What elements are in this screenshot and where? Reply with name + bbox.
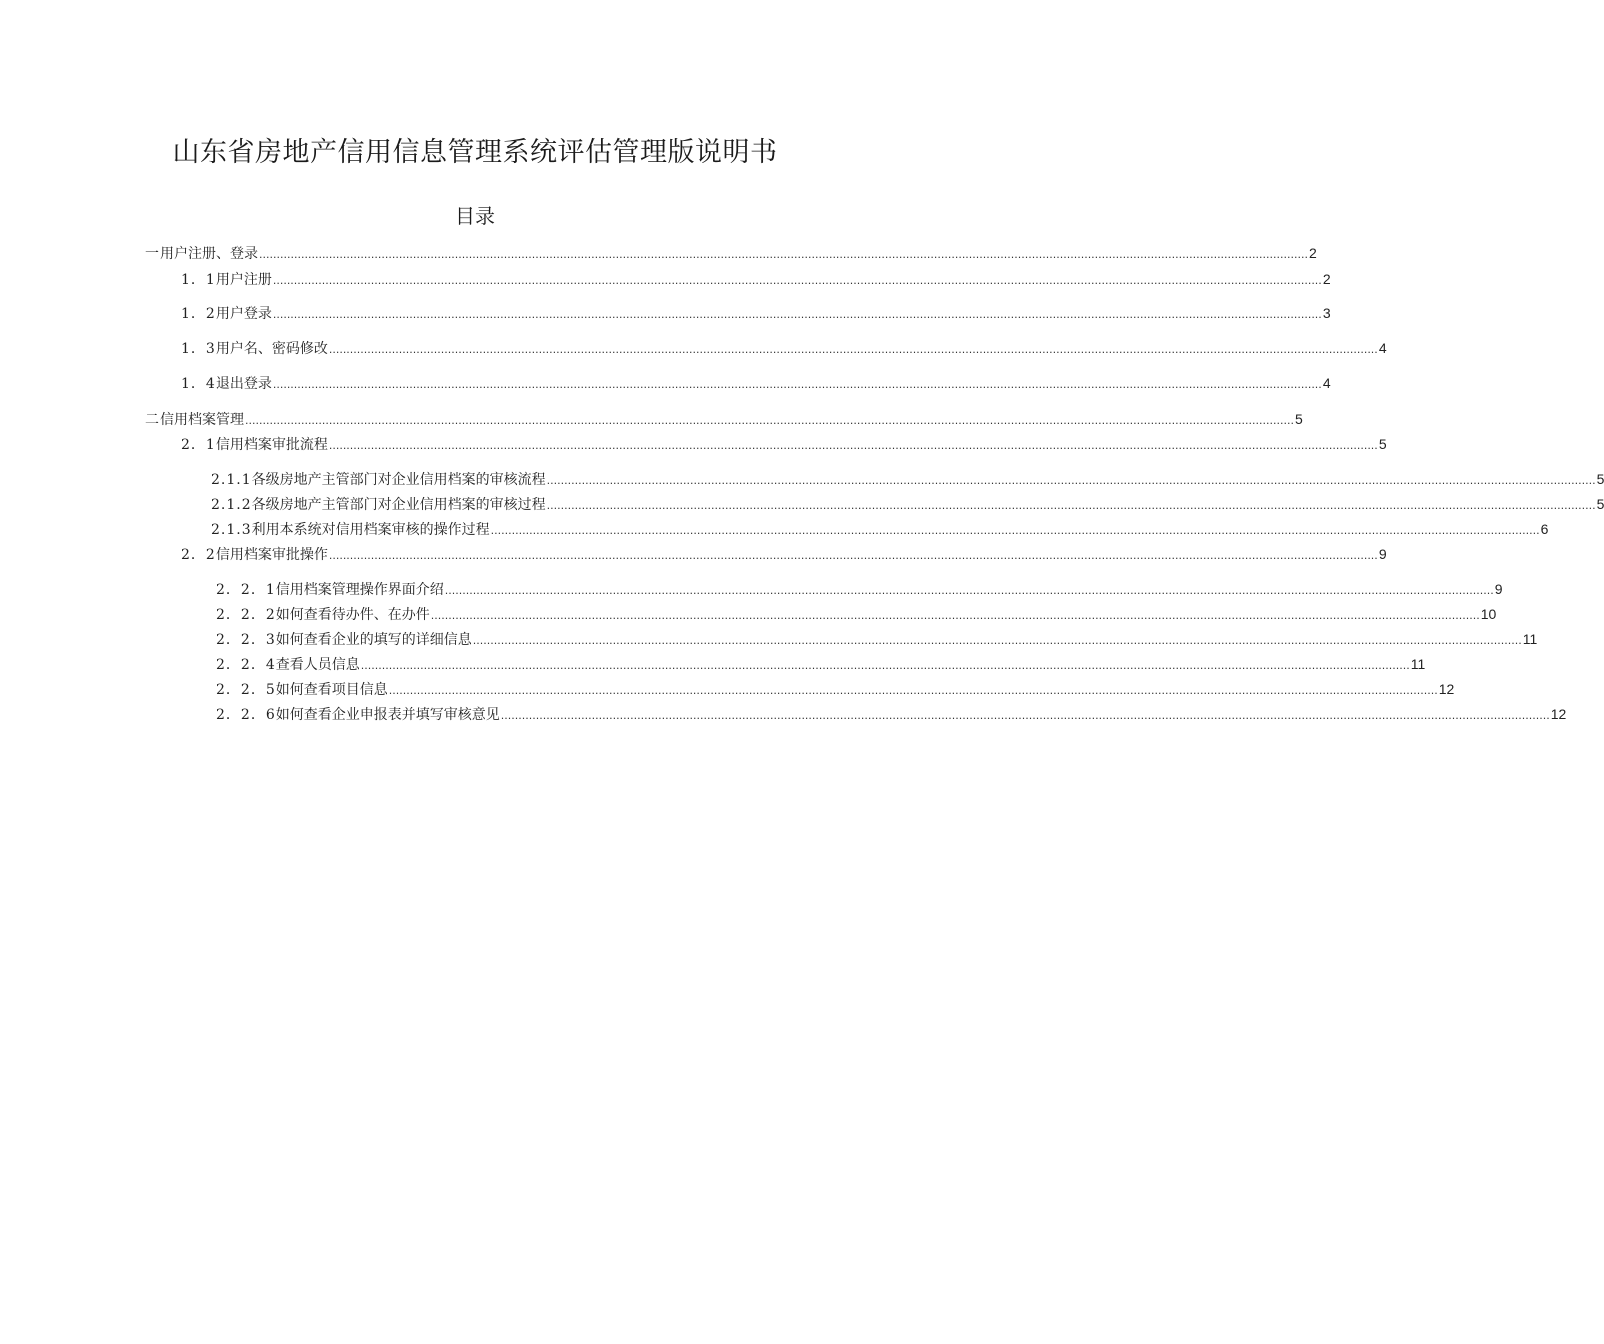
toc-entry-1-2[interactable] [181,303,1331,325]
toc-entry-number: 2.1.2 [211,497,252,513]
toc-entry-number: 一 [145,246,160,262]
toc-entry-2-1-3[interactable] [211,519,1549,541]
toc-entry-title: 如何查看企业申报表并填写审核意见 [275,707,500,723]
toc-entry-page: 10 [1480,606,1497,622]
toc-dot-leader: ............................................................................................................................................................................................................................................................................................................ [272,308,1322,321]
toc-entry-number: 2．2．4 [216,657,276,673]
toc-entry-title: 各级房地产主管部门对企业信用档案的审核过程 [251,497,546,513]
toc-dot-leader: ............................................................................................................................................................................................................................................................................................................ [328,439,1378,452]
toc-dot-leader: ............................................................................................................................................................................................................................................................................................................ [444,584,1494,597]
toc-entry-number: 2．2．6 [216,707,276,723]
toc-entry-number: 二 [145,412,160,428]
toc-entry-2-2-6[interactable] [216,704,1567,726]
toc-entry-2-1-1[interactable] [211,469,1604,491]
toc-entry-title: 信用档案管理操作界面介绍 [275,582,444,598]
toc-entry-1-3[interactable] [181,338,1387,360]
toc-entry-1-1[interactable] [181,269,1331,291]
toc-dot-leader: ............................................................................................................................................................................................................................................................................................................ [546,474,1596,487]
toc-entry-number: 2．2．1 [216,582,276,598]
document-title: 山东省房地产信用信息管理系统评估管理版说明书 [172,137,778,168]
toc-entry-page: 12 [1438,681,1455,697]
toc-entry-title: 利用本系统对信用档案审核的操作过程 [251,522,490,538]
toc-heading: 目录 [455,204,495,228]
toc-entry-page: 12 [1550,706,1567,722]
toc-entry-page: 6 [1540,521,1549,537]
toc-entry-number: 1．2 [181,306,216,322]
toc-entry-title: 查看人员信息 [275,657,360,673]
toc-entry-2-2[interactable] [181,544,1387,566]
toc-entry-title: 用户注册、登录 [160,246,258,262]
toc-entry-page: 5 [1596,471,1604,487]
toc-dot-leader: ............................................................................................................................................................................................................................................................................................................ [272,378,1322,391]
toc-entry-title: 信用档案审批流程 [215,437,328,453]
toc-entry-number: 2．2．3 [216,632,276,648]
toc-dot-leader: ............................................................................................................................................................................................................................................................................................................ [245,414,1294,427]
toc-entry-2-2-3[interactable] [216,629,1538,651]
toc-entry-page: 2 [1322,271,1331,287]
toc-entry-number: 1．3 [181,341,216,357]
toc-entry-page: 2 [1308,245,1317,261]
toc-dot-leader: ............................................................................................................................................................................................................................................................................................................ [490,524,1540,537]
toc-entry-page: 4 [1378,340,1387,356]
toc-entry-page: 11 [1522,631,1538,647]
toc-dot-leader: ............................................................................................................................................................................................................................................................................................................ [360,659,1410,672]
toc-entry-number: 2.1.3 [211,522,252,538]
toc-entry-title: 用户注册 [215,272,272,288]
toc-entry-1[interactable] [145,243,1317,265]
toc-entry-page: 9 [1378,546,1387,562]
toc-entry-page: 5 [1294,411,1303,427]
toc-dot-leader: ............................................................................................................................................................................................................................................................................................................ [430,609,1480,622]
toc-entry-page: 5 [1378,436,1387,452]
toc-entry-1-4[interactable] [181,373,1331,395]
toc-dot-leader: ............................................................................................................................................................................................................................................................................................................ [328,343,1378,356]
toc-entry-number: 1．4 [181,376,216,392]
toc-dot-leader: ............................................................................................................................................................................................................................................................................................................ [546,499,1596,512]
toc-entry-title: 如何查看待办件、在办件 [275,607,430,623]
toc-entry-page: 11 [1410,656,1426,672]
toc-dot-leader: ............................................................................................................................................................................................................................................................................................................ [328,549,1378,562]
toc-dot-leader: ............................................................................................................................................................................................................................................................................................................ [272,274,1322,287]
toc-entry-2-2-4[interactable] [216,654,1426,676]
toc-entry-number: 1．1 [181,272,216,288]
toc-entry-2-2-2[interactable] [216,604,1497,626]
toc-entry-2[interactable] [145,409,1303,431]
toc-entry-title: 各级房地产主管部门对企业信用档案的审核流程 [251,472,546,488]
toc-entry-title: 用户名、密码修改 [215,341,328,357]
toc-dot-leader: ............................................................................................................................................................................................................................................................................................................ [472,634,1522,647]
toc-entry-title: 如何查看企业的填写的详细信息 [275,632,472,648]
toc-dot-leader: ............................................................................................................................................................................................................................................................................................................ [500,709,1550,722]
toc-entry-page: 5 [1596,496,1604,512]
toc-entry-title: 用户登录 [215,306,272,322]
toc-entry-2-2-5[interactable] [216,679,1455,701]
toc-entry-number: 2．2 [181,547,216,563]
toc-entry-2-1[interactable] [181,434,1387,456]
toc-entry-title: 退出登录 [215,376,272,392]
toc-entry-title: 如何查看项目信息 [275,682,388,698]
toc-entry-number: 2．1 [181,437,216,453]
toc-entry-page: 4 [1322,375,1331,391]
toc-entry-number: 2.1.1 [211,472,252,488]
toc-entry-title: 信用档案管理 [160,412,244,428]
toc-entry-page: 3 [1322,305,1331,321]
toc-entry-2-2-1[interactable] [216,579,1503,601]
toc-entry-title: 信用档案审批操作 [215,547,328,563]
toc-dot-leader: ............................................................................................................................................................................................................................................................................................................ [388,684,1438,697]
toc-entry-number: 2．2．2 [216,607,276,623]
toc-entry-page: 9 [1494,581,1503,597]
toc-dot-leader: ............................................................................................................................................................................................................................................................................................................ [259,248,1308,261]
toc-entry-2-1-2[interactable] [211,494,1604,516]
toc-entry-number: 2．2．5 [216,682,276,698]
